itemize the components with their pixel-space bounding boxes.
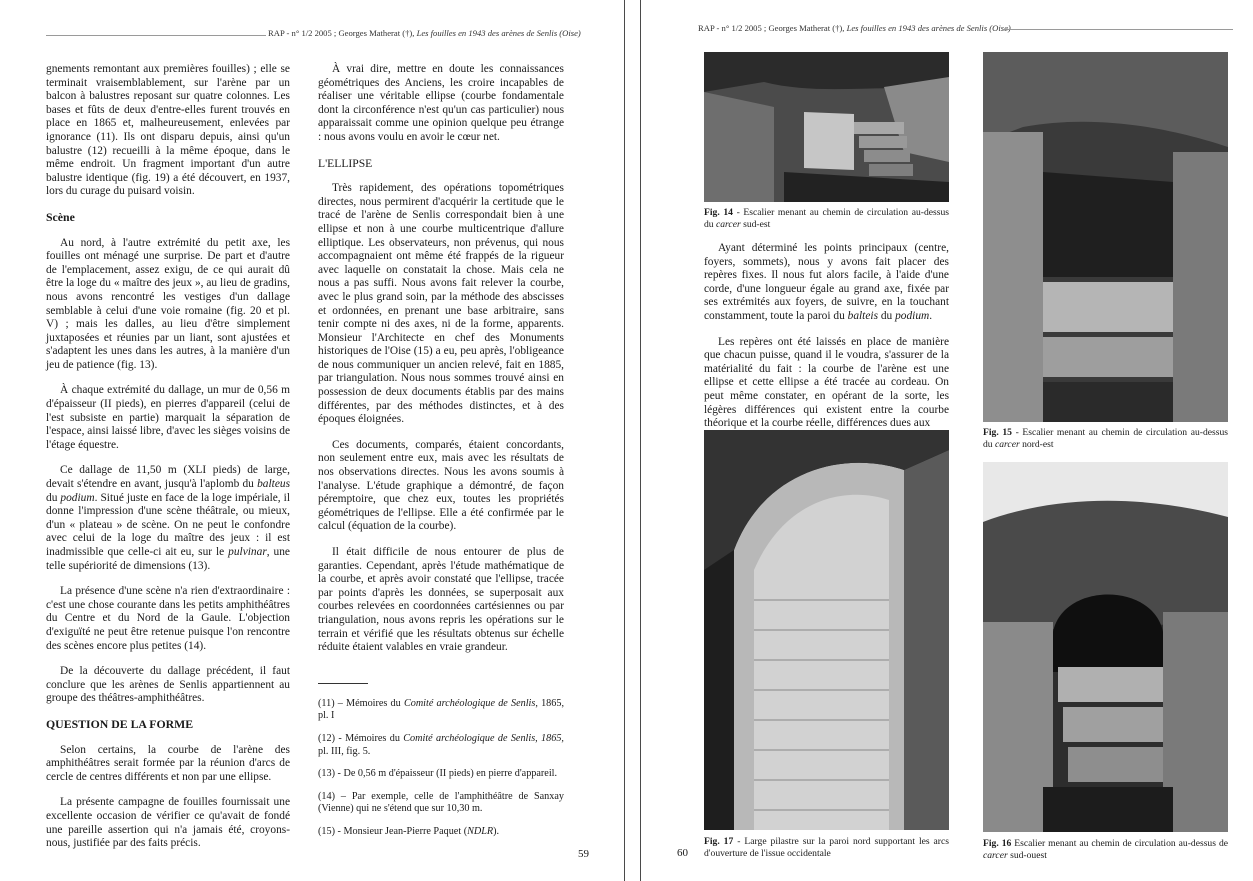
paragraph: De la découverte du dallage précédent, il faut conclure que les arènes de Senlis appartiennent au groupe des théâtres-amphithéâtres. xyxy=(46,665,290,705)
heading-ellipse: L'ELLIPSE xyxy=(318,156,373,170)
figure-15-caption: Fig. 15 - Escalier menant au chemin de circulation au-dessus du carcer nord-est xyxy=(983,427,1229,450)
running-head-rule xyxy=(1003,29,1233,30)
page-number: 60 xyxy=(677,847,688,859)
left-column-1 xyxy=(46,63,290,863)
staircase-photo-icon xyxy=(704,52,949,202)
figure-16-caption: Fig. 16 Escalier menant au chemin de circulation au-dessus de carcer sud-ouest xyxy=(983,838,1228,861)
page-gutter xyxy=(624,0,641,881)
staircase-photo-icon xyxy=(983,52,1228,422)
figure-14-caption: Fig. 14 - Escalier menant au chemin de circulation au-dessus du carcer sud-est xyxy=(704,207,950,230)
figure-17-caption: Fig. 17 - Large pilastre sur la paroi nord supportant les arcs d'ouverture de l'issue occidentale xyxy=(704,836,949,859)
paragraph: Au nord, à l'autre extrémité du petit axe, les fouilles ont ménagé une surprise. De part et d'autre de l'emplacement, assez exigu, de ce qui aurait dû être la loge du « maître des jeux », au lieu de gradins, nous avons rencontré les vestiges d'un dallage semblable à celui d'une voie romaine (fig. 20 et pl. V) ; mais les dalles, au lieu d'être simplement juxtaposées et réunies par un liant, sont ajustées et s'adaptent les unes dans les autres, à la manière d'un jeu de patience (fig. 13). xyxy=(46,236,290,371)
paragraph: Ayant déterminé les points principaux (centre, foyers, sommets), nous y avons fait placer des repères fixes. Il nous fut alors facile, à l'aide d'une corde, d'une longueur égale au grand axe, fixée par ses extrémités aux foyers, de suivre, en la touchant constamment, toute la paroi du balteis du podium. xyxy=(704,242,949,322)
paragraph: Selon certains, la courbe de l'arène des amphithéâtres serait formée par la réunion d'arcs de cercle de centres différents et non par une ellipse. xyxy=(46,743,290,783)
page-number: 59 xyxy=(578,848,589,860)
heading-scene: Scène xyxy=(46,209,75,224)
left-column-2 xyxy=(318,63,564,849)
pilaster-photo-icon xyxy=(704,430,949,830)
paragraph: Il était difficile de nous entourer de plus de garanties. Cependant, après l'étude mathématique de la courbe, et après avoir constaté que l'ellipse, tracée par points d'après les données, se superposait aux courbes relevées en coordonnées cartésiennes ou par triangulation, nous avons repris les opérations sur le terrain et vérifié que les résultats obtenus sur échelle réduite étaient valables en vraie grandeur. xyxy=(318,546,564,654)
right-page xyxy=(641,0,1253,881)
running-head: RAP - n° 1/2 2005 ; Georges Matherat (†), Les fouilles en 1943 des arènes de Senlis (Oise) xyxy=(268,28,581,38)
figure-14-photo xyxy=(704,52,949,202)
paragraph: gnements remontant aux premières fouilles) ; elle se terminait vraisemblablement, sur l'arène par un balcon à balustres reposant sur quatre colonnes. Les bases et fûts de deux d'entre-elles furent trouvés en place en 1865 et, malheureusement, enlevées par ignorance (11). Ils ont disparu depuis, ainsi qu'un balustre (12) recueilli à la même époque, dans le même endroit. Un fragment important d'un autre balustre identique (fig. 19) a été découvert, en 1937, lors du curage du puisard voisin. xyxy=(46,63,290,198)
footnote-13: (13) - De 0,56 m d'épaisseur (II pieds) en pierre d'appareil. xyxy=(318,768,558,780)
right-column-text xyxy=(704,242,949,443)
staircase-photo-icon xyxy=(983,462,1228,832)
paragraph: Ces documents, comparés, étaient concordants, non seulement entre eux, mais avec les résultats de nos observations directes. Nous les avons soumis à l'analyse. L'étude graphique a démontré, de façon péremptoire, que chez eux, toutes les propriétés géométriques de l'ellipse. Elle a été confirmée par le calcul (équation de la courbe). xyxy=(318,438,564,533)
left-page xyxy=(0,0,624,881)
paragraph: Les repères ont été laissés en place de manière que chacun puisse, quand il le voudra, s'assurer de la matérialité du fait : la courbe de l'arène est une ellipse et cette ellipse a été tracée au cordeau. On peut même constater, en opérant de la sorte, les légères différences qui existent entre la courbe théorique et la courbe réelle, différences dues aux xyxy=(704,335,949,430)
footnote-11: (11) – Mémoires du Comité archéologique de Senlis, 1865, pl. I xyxy=(318,697,564,722)
paragraph: À chaque extrémité du dallage, un mur de 0,56 m d'épaisseur (II pieds), en pierres d'appareil (celui de l'est subsiste en partie) marquait la séparation de l'espace, ainsi laissé libre, d'avec les sièges voisins de l'étage équestre. xyxy=(46,384,290,451)
running-head: RAP - n° 1/2 2005 ; Georges Matherat (†), Les fouilles en 1943 des arènes de Senlis (Oise) xyxy=(698,23,1011,33)
figure-17-photo xyxy=(704,430,949,830)
footnote-14: (14) – Par exemple, celle de l'amphithéâtre de Sanxay (Vienne) qui ne s'étend que sur 10,30 m. xyxy=(318,790,564,815)
footnote-15: (15) - Monsieur Jean-Pierre Paquet (NDLR). xyxy=(318,825,500,837)
footnote-rule xyxy=(318,683,368,684)
footnote-12: (12) - Mémoires du Comité archéologique de Senlis, 1865, pl. III, fig. 5. xyxy=(318,732,564,757)
paragraph: Ce dallage de 11,50 m (XLI pieds) de large, devait s'étendre en avant, jusqu'à l'aplomb du balteus du podium. Situé juste en face de la loge impériale, il donne l'impression d'une scène théâtrale, ou mieux, d'un « plateau » de scène. On ne peut le confondre avec celui de la loge du maître des jeux : il est inadmissible que celle-ci ait eu, sur le pulvinar, une telle supériorité de dimensions (13). xyxy=(46,464,290,572)
running-head-rule xyxy=(46,35,266,36)
paragraph: À vrai dire, mettre en doute les connaissances géométriques des Anciens, les croire incapables de réaliser une véritable ellipse (courbe fondamentale dont la circonférence n'est qu'un cas particulier) nous apparaissait comme une opinion quelque peu étrange : nous avons voulu en avoir le cœur net. xyxy=(318,63,564,143)
figure-16-photo xyxy=(983,462,1228,832)
heading-question-forme: QUESTION DE LA FORME xyxy=(46,716,194,731)
paragraph: La présence d'une scène n'a rien d'extraordinaire : c'est une chose courante dans les petits amphithéâtres du Centre et du Nord de la Gaule. L'objection d'exiguïté ne peut être retenue puisque l'on rencontre des scènes encore plus petites (14). xyxy=(46,585,290,652)
paragraph: La présente campagne de fouilles fournissait une excellente occasion de vérifier ce qu'avait de fondé une pareille assertion qui n'a jamais été, croyons-nous, justifiée par des faits précis. xyxy=(46,796,290,850)
paragraph: Très rapidement, des opérations topométriques directes, nous permirent d'acquérir la certitude que le tracé de l'arène de Senlis correspondait bien à une ellipse et non à une courbe multicentrique d'allure elliptique. Les observateurs, non prévenus, qui nous accompagnaient ont même été frappés de la rigueur avec laquelle on constatait la chose. Mais cela ne nous a pas suffi. Nous avons fait relever la courbe, avec le plus grand soin, par la méthode des abscisses et ordonnées, en prenant une base arbitraire, sans tenir compte ni des axes, ni de la forme, apparents. Monsieur l'Architecte en chef des Monuments historiques de l'Oise (15) a eu, peu après, l'obligeance de nous communiquer un ancien relevé, fait en 1885, par triangulation. Nous nous sommes trouvé ainsi en possession de deux documents établis par des mains différentes, par des méthodes distinctes, et à des époques éloignées. xyxy=(318,182,564,426)
figure-15-photo xyxy=(983,52,1228,422)
